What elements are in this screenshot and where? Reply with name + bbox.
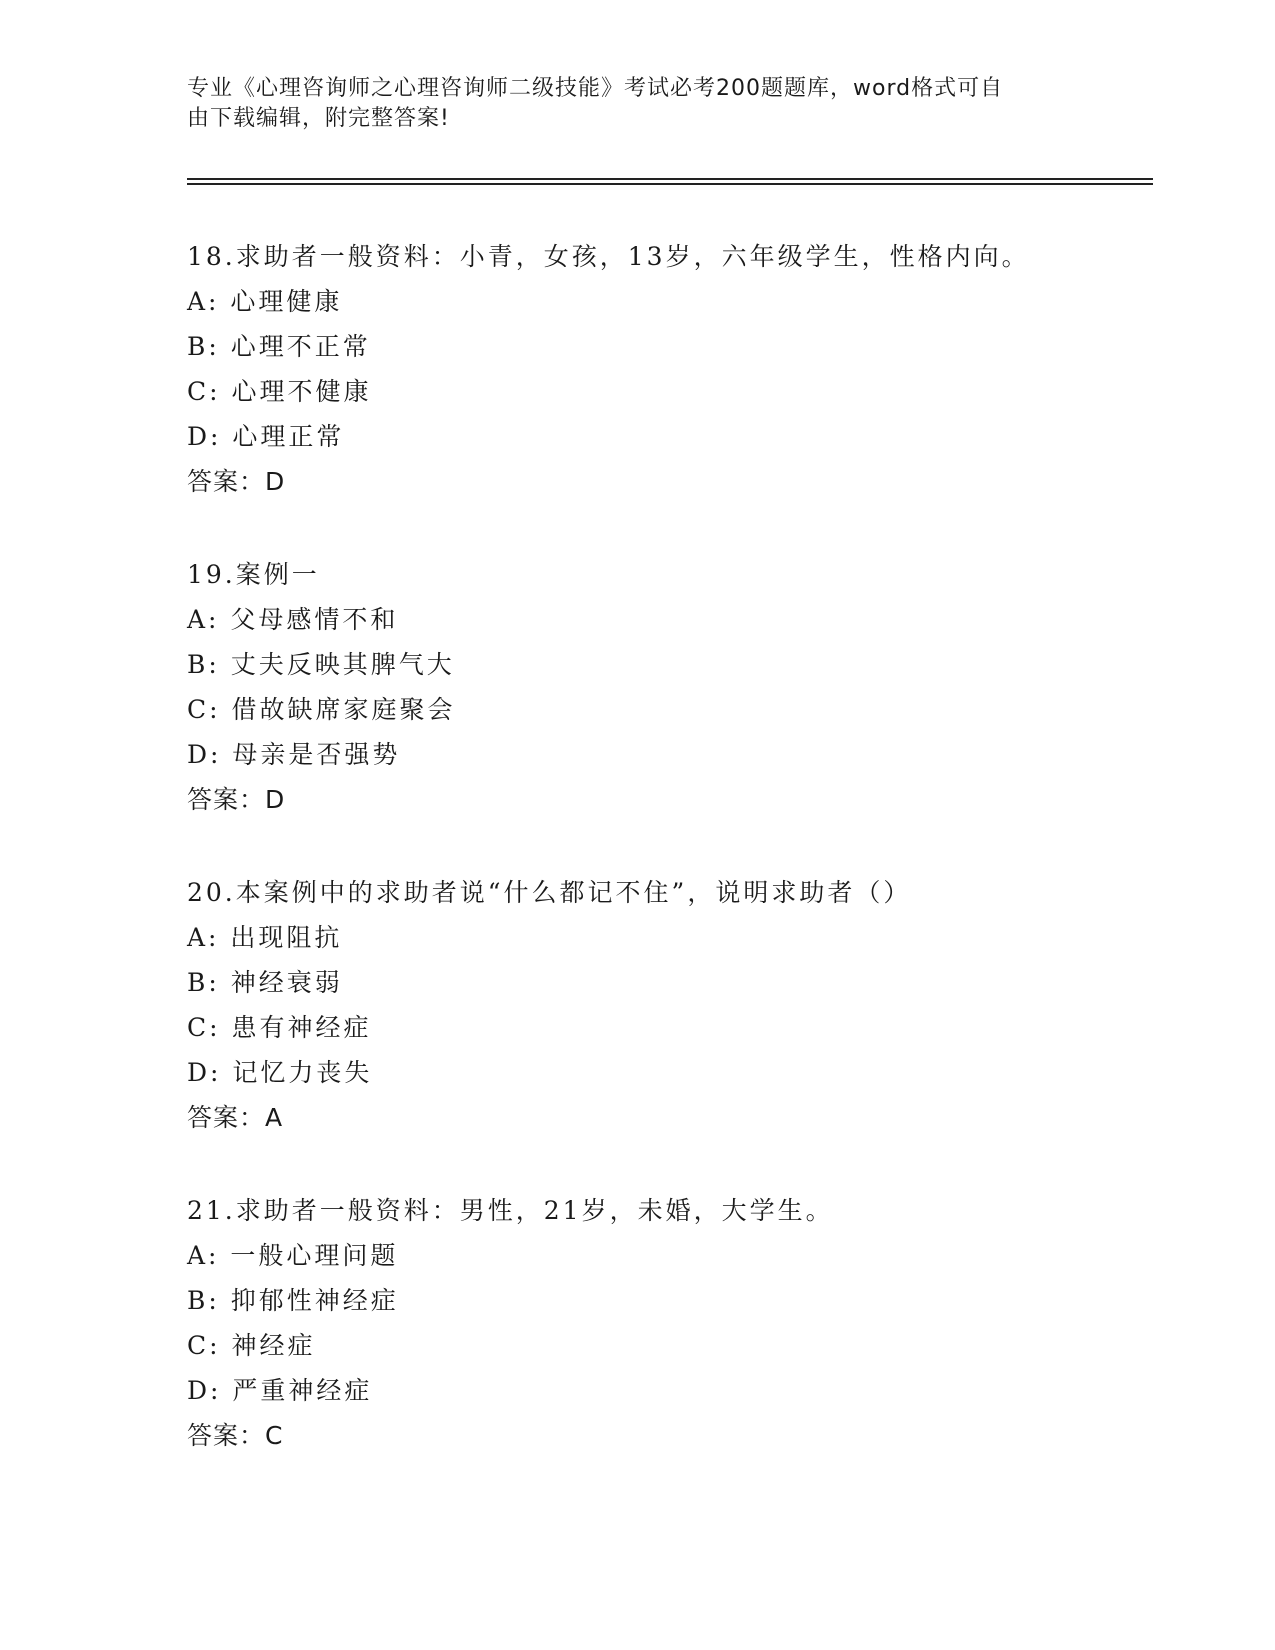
question-stem: 18.求助者一般资料：小青，女孩，13岁，六年级学生，性格内向。 (187, 242, 1030, 271)
question-19 (187, 552, 1127, 822)
option-a: A: 一般心理问题 (187, 1241, 399, 1270)
question-stem: 21.求助者一般资料：男性，21岁，未婚，大学生。 (187, 1196, 834, 1225)
question-stem: 19.案例一 (187, 560, 320, 589)
option-b: B: 心理不正常 (187, 332, 371, 361)
question-stem: 20.本案例中的求助者说“什么都记不住”，说明求助者（） (187, 878, 912, 907)
option-b: B: 神经衰弱 (187, 968, 343, 997)
question-18 (187, 234, 1127, 504)
option-c: C: 心理不健康 (187, 377, 372, 406)
option-b: B: 丈夫反映其脾气大 (187, 650, 455, 679)
option-d: D: 记忆力丧失 (187, 1058, 373, 1087)
header-line-2: 由下载编辑，附完整答案! (187, 106, 450, 131)
question-21 (187, 1188, 1127, 1458)
option-a: A: 心理健康 (187, 287, 343, 316)
option-d: D: 严重神经症 (187, 1376, 373, 1405)
option-c: C: 患有神经症 (187, 1013, 372, 1042)
header-divider-top (187, 178, 1153, 180)
header-divider-bottom (187, 183, 1153, 185)
question-20 (187, 870, 1127, 1140)
question-answer: 答案：A (187, 1103, 284, 1132)
question-answer: 答案：D (187, 467, 286, 496)
option-d: D: 心理正常 (187, 422, 345, 451)
option-b: B: 抑郁性神经症 (187, 1286, 399, 1315)
header-line-1: 专业《心理咨询师之心理咨询师二级技能》考试必考200题题库，word格式可自 (187, 76, 1004, 101)
option-a: A: 父母感情不和 (187, 605, 399, 634)
option-d: D: 母亲是否强势 (187, 740, 401, 769)
option-c: C: 神经症 (187, 1331, 316, 1360)
document-header (187, 74, 1067, 134)
question-answer: 答案：D (187, 785, 286, 814)
question-answer: 答案：C (187, 1421, 284, 1450)
option-c: C: 借故缺席家庭聚会 (187, 695, 456, 724)
option-a: A: 出现阻抗 (187, 923, 343, 952)
